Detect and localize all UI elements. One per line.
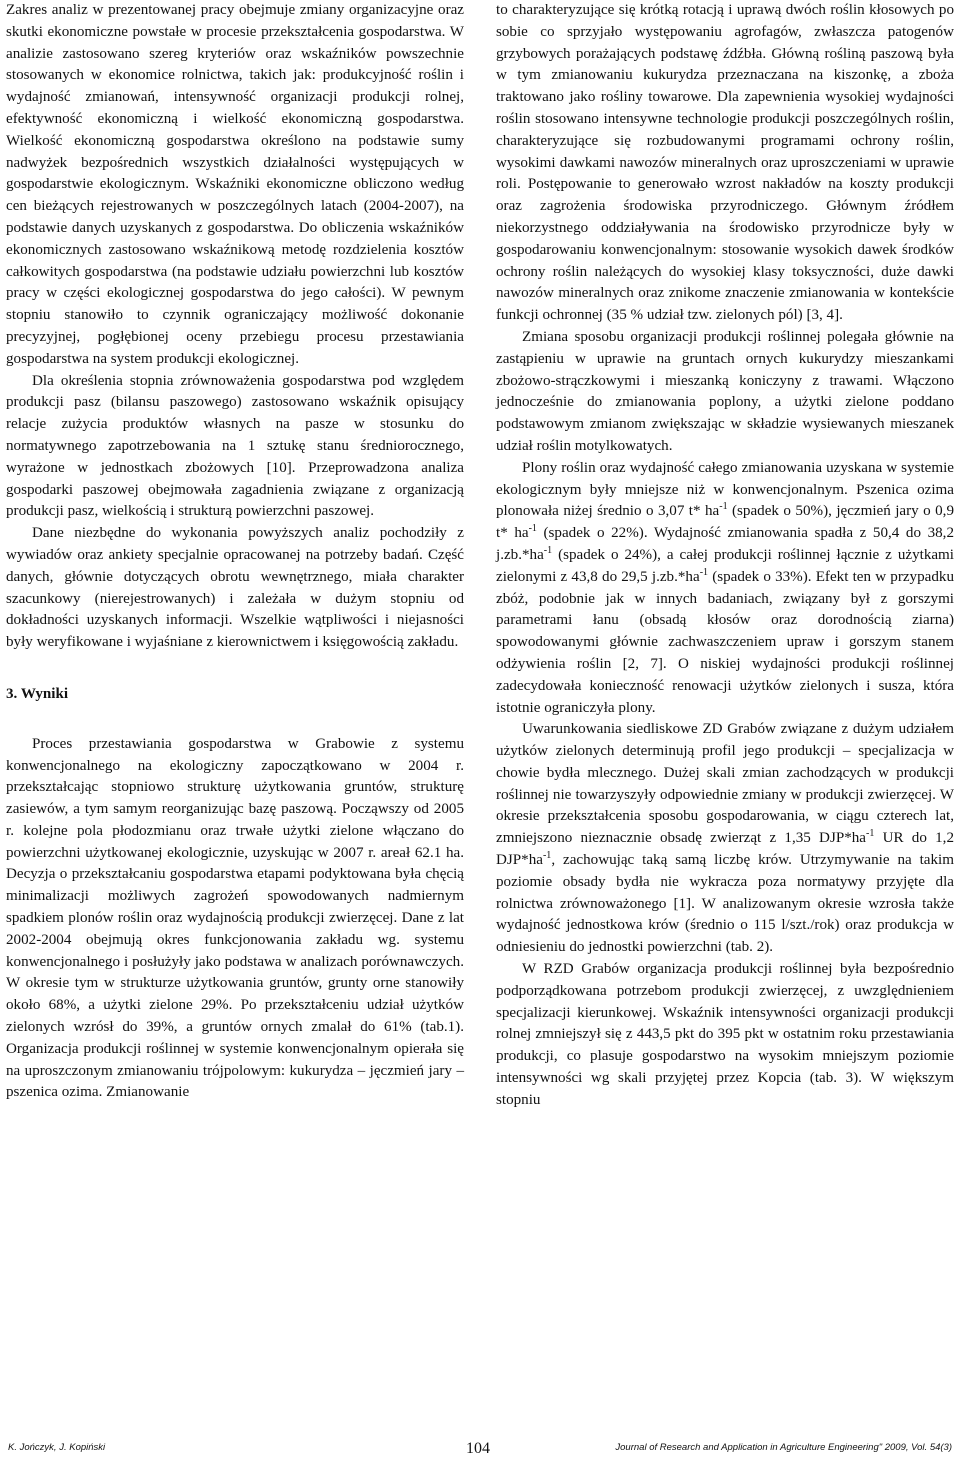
- superscript: -1: [528, 523, 537, 535]
- text-span: (spadek o 50%), jęczmień jary o 0,9 t* ha: [496, 503, 954, 542]
- section-heading-results: 3. Wyniki: [6, 685, 69, 702]
- page-number: 104: [466, 1440, 490, 1457]
- page-footer: [0, 1440, 960, 1462]
- text-span: (spadek o 22%). Wydajność zmianowania spadła z 50,4 do 38,2 j.zb.*ha: [496, 525, 955, 563]
- paragraph-conversion-process: Proces przestawiania gospodarstwa w Grabowie z systemu konwencjonalnego na ekologiczny zapoczątkowano w 2004 r. przekształcając stopniowo strukturę użytkowania gruntów, strukturę zasiewów, a tym samym reorganizując bazę paszową. Począwszy od 2005 r. kolejne pola płodozmianu oraz trwałe użytki zielone włączano do powierzchni użytkowanej ekologicznie, uzyskując w 2007 r. areał 62.1 ha. Decyzja o przekształcaniu gospodarstwa etapami podyktowana była chęcią minimalizacji możliwych zagrożeń spowodowanych nadmiernym spadkiem plonów roślin oraz wydajnością produkcji zwierzęcej. Dane z lat 2002-2004 obejmują okres funkcjonowania zakładu wg. systemu konwencjonalnego i posłużyły jako podstawa w analizach porównawczych. W okresie tym w strukturze użytkowania gruntów, grunty orne stanowiły około 68%, a użytki zielone 29%. Po przekształceniu udział użytków zielonych wzrósł do 39%, a gruntów ornych zmalał do 61% (tab.1). Organizacja produkcji roślinnej w systemie konwencjonalnym opierała się na uproszczonym zmianowaniu trójpolowym: kukurydza – jęczmień jary – pszenica ozima. Zmianowanie: [6, 735, 464, 1101]
- paragraph-livestock: [496, 719, 954, 959]
- text-span: (spadek o 33%). Efekt ten w przypadku zbóż, podobnie jak w innych badaniach, związany był z gorszymi parametrami łanu (obsadą kłosów oraz dorodnością ziarna) spowodowanymi głównie zachwaszczeniem upraw i gorszym stanem odżywienia roślin [2, 7]. O niskiej wydajności produkcji roślinnej zadecydowała konieczność renowacji użytków zielonych i susza, która istotnie ograniczyła plony.: [496, 568, 954, 716]
- paragraph-data-sources: Dane niezbędne do wykonania powyższych analiz pochodziły z wywiadów oraz ankiety specjalnie opracowanej na potrzeby badań. Część danych, głównie dotyczących obrotu wewnętrznego, miała charakter szacunkowy (nierejestrowanych) i zależała w dużym stopniu od dokładności uzyskanych informacji. Wszelkie wątpliwości i niejasności były weryfikowane i wyjaśniane z kierownictwem i księgowością zakładu.: [6, 525, 464, 651]
- superscript: -1: [542, 850, 552, 862]
- text-span: UR do 1,2 DJP*ha: [496, 830, 954, 869]
- paragraph-organization-change: [496, 327, 954, 458]
- left-column: [6, 0, 464, 1104]
- paragraph-feed-balance: Dla określenia stopnia zrównoważenia gospodarstwa pod względem produkcji pasz (bilansu paszowego) zastosowano wskaźnik opisujący relacje zużycia produktów własnych na pasze w stosunku do normatywnego zapotrzebowania na 1 sztukę stanu średniorocznego, wyrażone w jednostkach zbożowych [10]. Przeprowadzona analiza gospodarki paszowej obejmowała zagadnienia związane z organizacją produkcji pasz, wielkością i strukturą powierzchni paszowej.: [6, 372, 464, 520]
- superscript: -1: [543, 544, 553, 556]
- paragraph-crop-rotation: to charakteryzujące się krótką rotacją i uprawą dwóch roślin kłosowych po sobie co sprzyjało występowaniu agrofagów, zwłaszcza patogenów grzybowych porażających podstawę źdźbła. Główną rośliną paszową była w tym zmianowaniu kukurydza przeznaczana na kiszonkę, a zboża traktowano jako rośliny towarowe. Dla zapewnienia wysokiej wydajności roślin stosowano intensywne technologie produkcji poszczególnych roślin, charakteryzujące się rozbudowanymi programami ochrony roślin, wysokimi dawkami nawozów mineralnych oraz uproszczeniami w uprawie roli. Postępowanie to generowało wzrost nakładów na koszty produkcji oraz zagrożenia środowiska przyrodniczego. Głównym źródłem niekorzystnego oddziaływania na środowisko przyrodnicze były w gospodarowaniu konwencjonalnym: stosowanie wysokich dawek środków ochrony roślin należących do wysokiej klasy toksyczności, duże dawki nawozów mineralnych oraz znikome znaczenie zmianowania w kontekście funkcji ochronnej (35 % udział tzw. zielonych pól) [3, 4].: [496, 2, 954, 324]
- superscript: -1: [699, 566, 709, 578]
- footer-authors: K. Jończyk, J. Kopiński: [8, 1442, 106, 1453]
- text-span: (spadek o 24%), a całej produkcji roślinnej łącznie z użytkami zielonymi z 43,8 do 29,5 j.zb.*ha: [496, 546, 954, 585]
- paragraph-scope: Zakres analiz w prezentowanej pracy obejmuje zmiany organizacyjne oraz skutki ekonomiczne powstałe w procesie przekształcenia gospodarstwa. W analizie zastosowano szereg kryteriów oraz wskaźników powszechnie stosowanych w ekonomice rolnictwa, takich jak: produkcyjność roślin i wydajność zmianowań, intensywność organizacji produkcji rolnej, efektywność ekonomiczną i wielkość ekonomiczną gospodarstwa. Wielkość ekonomiczną gospodarstwa określono na podstawie sumy nadwyżek bezpośrednich wszystkich działalności występujących w gospodarstwie ekologicznym. Wskaźniki ekonomiczne obliczono według cen bieżących rejestrowanych w poszczególnych latach (2004-2007), na podstawie danych uzyskanych z gospodarstwa. Do obliczenia wskaźników ekonomicznych zastosowano wskaźnikową metodę rozdzielenia kosztów całkowitych gospodarstwa (na podstawie udziału powierzchni lub kosztów pracy w części ekologicznej gospodarstwa do jego całości). W pewnym stopniu stanowiło to czynnik ograniczający możliwość dokonanie precyzyjnej, pogłębionej oceny przebiegu procesu przestawiania gospodarstwa na system produkcji ekologicznej.: [6, 2, 464, 367]
- text-span: Uwarunkowania siedliskowe ZD Grabów związane z dużym udziałem użytków zielonych determinują profil jego produkcji – specjalizacja w chowie bydła mlecznego. Dużej skali zmian zachodzących w produkcji roślinnej nie towarzyszyły odpowiednie zmiany w produkcji zwierzęcej. W okresie przekształcenia sposobu gospodarowania, w ciągu czterech lat, zmniejszono nieznacznie obsadę zwierząt z 1,35 DJP*ha: [496, 721, 954, 847]
- text-span: Zmiana sposobu organizacji produkcji roślinnej polegała głównie na zastąpieniu w uprawie na gruntach ornych kukurydzy mieszankami zbożowo-strączkowymi i mieszanką koniczyny z trawami. Włączono jednocześnie do zmianowania poplony, a użytki zielone poddano podstawowym zmianom zwiększając w składzie wysiewanych mieszanek udział roślin motylkowatych.: [496, 328, 954, 454]
- footer-journal: Journal of Research and Application in Agriculture Engineering" 2009, Vol. 54(3): [615, 1442, 952, 1453]
- paragraph-yields: [496, 458, 954, 720]
- right-column: [496, 0, 954, 1112]
- paragraph-intensity: W RZD Grabów organizacja produkcji roślinnej była bezpośrednio podporządkowana potrzebom produkcji zwierzęcej, z uwzględnieniem specjalizacji kierunkowej. Wskaźnik intensywności organizacji produkcji rolnej zmniejszył się z 443,5 pkt do 395 pkt w ostatnim roku przestawiania produkcji, co plasuje gospodarstwo na wysokim mniejszym poziomie intensywności wg skali przyjętej przez Kopcia (tab. 3). W większym stopniu: [496, 961, 954, 1108]
- superscript: -1: [719, 501, 728, 513]
- text-span: Plony roślin oraz wydajność całego zmianowania uzyskana w systemie ekologicznym były mniejsze niż w konwencjonalnym. Pszenica ozima plonowała niżej średnio o 3,07 t* ha: [496, 459, 954, 520]
- text-span: , zachowując taką samą liczbę krów. Utrzymywanie na takim poziomie obsady bydła nie wykracza poza normatywy przyjęte dla rolnictwa zrównoważonego [1]. W analizowanym okresie wzrosła także wydajność jednostkowa krów (średnio o 115 l/szt./rok) oraz produkcja w odniesieniu do jednostki powierzchni (tab. 2).: [496, 852, 954, 956]
- superscript: -1: [866, 828, 875, 840]
